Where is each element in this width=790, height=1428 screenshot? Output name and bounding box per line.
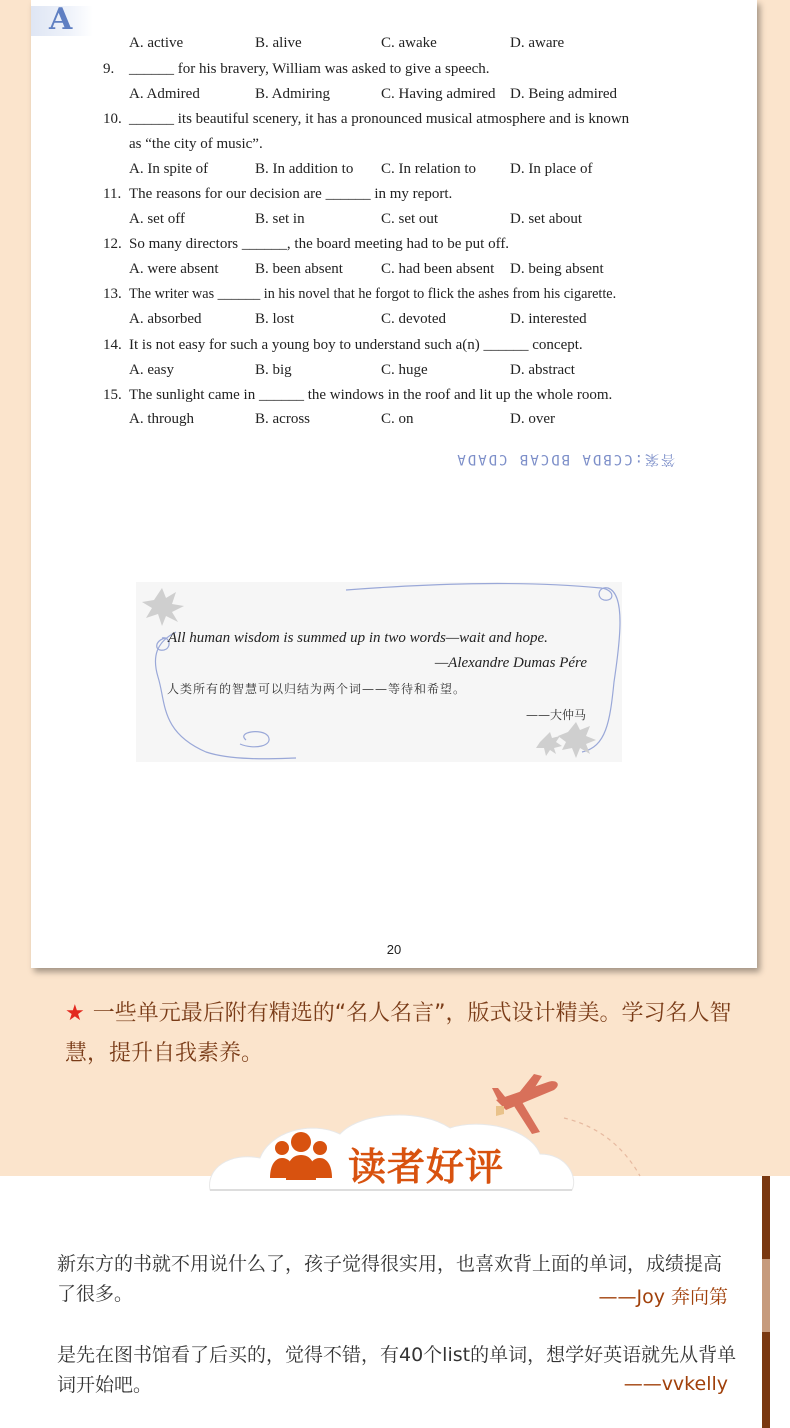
option-b: B. In addition to xyxy=(255,161,354,177)
question-stem: The reasons for our decision are ______ in my report. xyxy=(129,186,453,202)
option-d: D. interested xyxy=(510,311,587,327)
question-number: 9. xyxy=(103,61,115,77)
readers-group-icon xyxy=(268,1128,334,1182)
quote-chinese-author: ——大仲马 xyxy=(525,708,586,722)
question-number: 12. xyxy=(103,236,122,252)
option-b: B. big xyxy=(255,362,292,378)
famous-quote-box xyxy=(136,582,622,762)
option-c: C. set out xyxy=(381,211,439,227)
question-stem: ______ its beautiful scenery, it has a pronounced musical atmosphere and is known xyxy=(129,111,630,127)
option-a: A. set off xyxy=(129,211,185,227)
option-a: A. were absent xyxy=(129,261,219,277)
question-stem: ______ for his bravery, William was asked to give a speech. xyxy=(129,61,490,77)
review-text: 是先在图书馆看了后买的，觉得不错，有40个list的单词，想学好英语就先从背单词开始吧。 xyxy=(57,1344,737,1396)
airplane-icon xyxy=(488,1070,568,1140)
option-d: D. over xyxy=(510,411,555,427)
option-a: A. active xyxy=(129,35,184,51)
question-stem-continued: as “the city of music”. xyxy=(129,136,263,152)
option-b: B. Admiring xyxy=(255,86,331,102)
option-c: C. huge xyxy=(381,362,428,378)
option-d: D. Being admired xyxy=(510,86,618,102)
review-text: 新东方的书就不用说什么了，孩子觉得很实用，也喜欢背上面的单词，成绩提高了很多。 xyxy=(57,1253,723,1305)
option-a: A. absorbed xyxy=(129,311,202,327)
question-number: 11. xyxy=(103,186,122,202)
option-b: B. set in xyxy=(255,211,305,227)
option-b: B. across xyxy=(255,411,310,427)
page-number: 20 xyxy=(386,942,402,957)
question-stem: The writer was ______ in his novel that he forgot to flick the ashes from his cigarette. xyxy=(129,286,617,302)
option-a: A. In spite of xyxy=(129,161,209,177)
question-stem: The sunlight came in ______ the windows in the roof and lit up the whole room. xyxy=(129,387,613,403)
option-b: B. alive xyxy=(255,35,302,51)
quote-english: All human wisdom is summed up in two words—wait and hope. xyxy=(168,630,548,646)
option-c: C. had been absent xyxy=(381,261,495,277)
option-d: D. being absent xyxy=(510,261,604,277)
maple-leaf-icon xyxy=(142,588,184,626)
quote-frame-decoration xyxy=(136,582,622,762)
question-number: 10. xyxy=(103,111,122,127)
side-accent-bar xyxy=(762,1176,770,1428)
caption-text: 一些单元最后附有精选的“名人名言”，版式设计精美。学习名人智慧，提升自我素养。 xyxy=(65,1001,732,1066)
reviews-title: 读者好评 xyxy=(348,1145,505,1189)
option-b: B. lost xyxy=(255,311,295,327)
option-c: C. devoted xyxy=(381,311,446,327)
maple-leaf-icon xyxy=(536,722,596,758)
option-d: D. In place of xyxy=(510,161,593,177)
question-number: 13. xyxy=(103,286,122,302)
answer-key-upside-down: 答案:CCBDA BDCAB CDADA xyxy=(455,451,675,467)
option-a: A. easy xyxy=(129,362,174,378)
option-d: D. set about xyxy=(510,211,583,227)
question-number: 14. xyxy=(103,337,122,353)
question-stem: It is not easy for such a young boy to understand such a(n) ______ concept. xyxy=(129,337,583,353)
option-d: D. aware xyxy=(510,35,565,51)
option-a: A. through xyxy=(129,411,194,427)
option-a: A. Admired xyxy=(129,86,200,102)
quote-english-author: —Alexandre Dumas Pére xyxy=(434,655,587,671)
book-page xyxy=(31,0,757,968)
review-author: ——Joy 奔向第 xyxy=(598,1286,728,1308)
star-icon: ★ xyxy=(65,1001,85,1026)
question-stem: So many directors ______, the board meeting had to be put off. xyxy=(129,236,510,252)
unit-letter-badge xyxy=(31,2,93,37)
review-author: ——vvkelly xyxy=(623,1373,728,1395)
unit-letter: A xyxy=(49,2,73,37)
option-c: C. In relation to xyxy=(381,161,476,177)
feature-caption xyxy=(65,994,745,1074)
option-c: C. Having admired xyxy=(381,86,496,102)
quote-chinese: 人类所有的智慧可以归结为两个词——等待和希望。 xyxy=(167,682,467,696)
option-d: D. abstract xyxy=(510,362,575,378)
option-c: C. on xyxy=(381,411,414,427)
question-number: 15. xyxy=(103,387,122,403)
option-b: B. been absent xyxy=(255,261,343,277)
option-c: C. awake xyxy=(381,35,437,51)
